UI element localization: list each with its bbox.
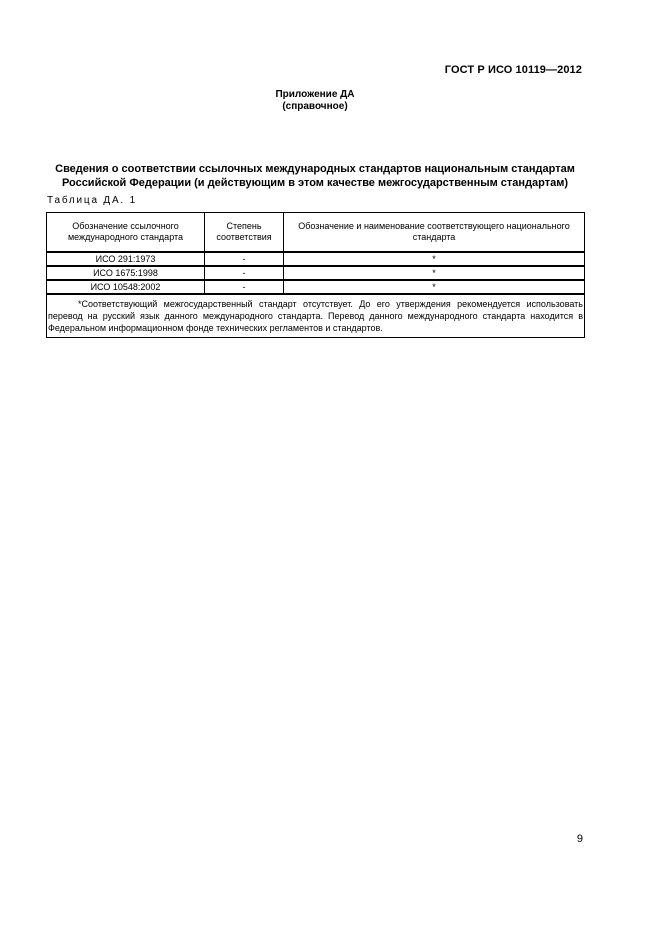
appendix-heading <box>0 89 630 113</box>
footnote-text: *Соответствующий межгосударственный стандарт отсутствует. До его утверждения рекомендуется использовать перевод на русский язык данного международного стандарта. Перевод данного международного стандарта находится в Федеральном информационном фонде технических регламентов и стандартов. <box>48 299 583 333</box>
cell-national-standard: * <box>284 252 585 266</box>
table-caption: Таблица ДА. 1 <box>47 195 137 206</box>
cell-intl-standard: ИСО 1675:1998 <box>47 266 205 280</box>
section-title-line-1: Сведения о соответствии ссылочных международных стандартов национальным стандартам <box>55 163 575 175</box>
cell-national-standard: * <box>284 280 585 294</box>
page-number: 9 <box>576 833 583 845</box>
section-title <box>40 162 590 190</box>
appendix-title: Приложение ДА <box>275 89 355 100</box>
table-footnote <box>47 294 585 338</box>
cell-intl-standard: ИСО 10548:2002 <box>47 280 205 294</box>
cell-intl-standard: ИСО 291:1973 <box>47 252 205 266</box>
cell-degree: - <box>205 252 284 266</box>
cell-degree: - <box>205 266 284 280</box>
column-header-national-standard: Обозначение и наименование соответствующего национального стандарта <box>284 213 585 253</box>
column-header-intl-standard: Обозначение ссылочного международного стандарта <box>47 213 205 253</box>
document-standard-code: ГОСТ Р ИСО 10119—2012 <box>444 64 582 76</box>
cell-degree: - <box>205 280 284 294</box>
table-header-row <box>47 213 585 253</box>
cell-national-standard: * <box>284 266 585 280</box>
table-row <box>47 266 585 280</box>
section-title-line-2: Российской Федерации (и действующим в этом качестве межгосударственным стандартам) <box>61 177 569 189</box>
standards-correspondence-table <box>46 212 585 338</box>
appendix-subtitle: (справочное) <box>282 101 348 112</box>
table-footnote-row <box>47 294 585 338</box>
table-row <box>47 280 585 294</box>
table-row <box>47 252 585 266</box>
column-header-degree: Степень соответствия <box>205 213 284 253</box>
